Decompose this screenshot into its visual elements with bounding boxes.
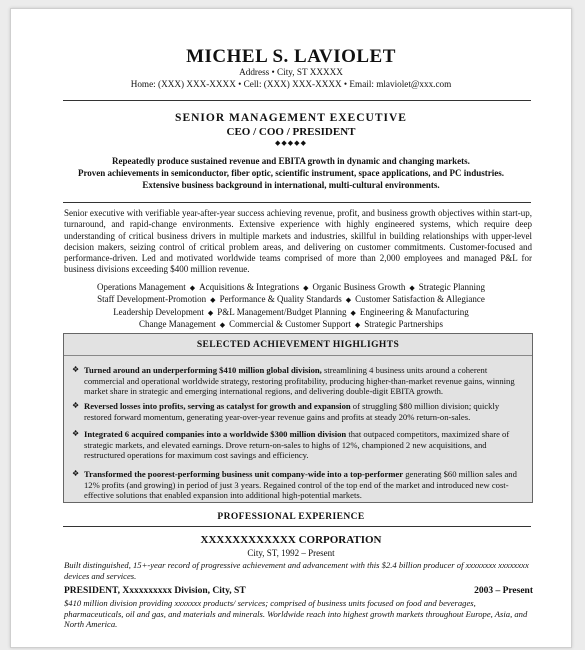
skill-item: P&L Management/Budget Planning: [217, 306, 347, 317]
achievement-text: of struggling $80 million division; quickly restored forward momentum, generating year-over-year revenue gains and profits at steady 20% return-on-sales.: [84, 401, 500, 422]
achievement-highlights-box: [63, 333, 533, 503]
company-name: XXXXXXXXXXXX CORPORATION: [200, 534, 382, 546]
skill-item: Acquisitions & Integrations: [199, 282, 300, 292]
role-dates: 2003 – Present: [474, 586, 533, 596]
achievement-lead: Transformed the poorest-performing business unit company-wide into a top-performer: [84, 469, 404, 479]
experience-section-title: PROFESSIONAL EXPERIENCE: [217, 512, 365, 522]
achievement-text: that outpaced competitors, maximized share of strategic markets, and elevated earnings. Drove return-on-sales to highs of 12%, championed 2 new acquisitions, and restructured operations for maximum cost savings and efficiency.: [84, 429, 510, 461]
skills-row: [11, 282, 571, 294]
achievement-item: [72, 401, 522, 422]
skill-item: Strategic Partnerships: [364, 318, 443, 329]
experience-divider: [63, 526, 531, 527]
skills-row: [11, 294, 571, 306]
company-location-dates: City, ST, 1992 – Present: [247, 548, 335, 558]
tagline: Proven achievements in semiconductor, fiber optic, scientific instrument, space applications, and PC industries.: [77, 168, 505, 179]
diamond-separator-icon: ◆: [303, 284, 309, 292]
skills-row: [11, 319, 571, 331]
contact-line: Home: (XXX) XXX-XXXX • Cell: (XXX) XXX-XXXX • Email: mlaviolet@xxx.com: [130, 79, 452, 89]
skill-item: Strategic Planning: [418, 282, 485, 292]
skill-item: Performance & Quality Standards: [219, 294, 342, 305]
achievement-item: [72, 365, 522, 397]
highlights-divider: [64, 355, 532, 356]
diamond-separator-icon: ◆: [409, 284, 415, 292]
skill-item: Organic Business Growth: [312, 282, 406, 292]
achievement-item: [72, 429, 522, 461]
skill-item: Engineering & Manufacturing: [359, 306, 469, 317]
skills-list: [11, 282, 571, 331]
diamond-separator-icon: ◆: [350, 308, 356, 317]
role-heading: [64, 586, 533, 596]
headline-subtitle: CEO / COO / PRESIDENT: [226, 126, 356, 138]
skill-item: Customer Satisfaction & Allegiance: [355, 294, 485, 305]
headline-title: SENIOR MANAGEMENT EXECUTIVE: [175, 112, 407, 124]
header-divider: [63, 100, 531, 101]
tagline: Extensive business background in international, multi-cultural environments.: [142, 180, 440, 191]
diamond-separator-icon: ◆: [345, 296, 352, 305]
company-description: Built distinguished, 15+-year record of progressive achievement and advancement with this $2.4 billion producer of xxxxxxxx xxxxxxxx devices and services.: [64, 560, 529, 581]
skill-item: Commercial & Customer Support: [229, 318, 351, 329]
diamond-separator-icon: ◆: [210, 296, 216, 305]
diamond-ornament: ◆◆◆◆◆: [275, 139, 307, 147]
skill-item: Change Management: [139, 318, 216, 329]
diamond-separator-icon: ◆: [207, 308, 214, 317]
skill-item: Leadership Development: [113, 306, 204, 317]
bullet-icon: ❖: [72, 469, 80, 478]
resume-page: [10, 8, 572, 648]
bullet-icon: ❖: [72, 429, 80, 438]
achievement-lead: Turned around an underperforming $410 million global division,: [84, 365, 322, 375]
achievement-text: streamlining 4 business units around a coherent commercial and operational worldwide strategy, restoring profitability, producing higher-than-market revenue gains, winning market share in strategic and emerging international regions, and delivering double-digit EBITA growth.: [84, 365, 515, 397]
skill-item: Staff Development-Promotion: [97, 294, 207, 305]
role-description: $410 million division providing xxxxxxx products/ services; comprised of business units focused on food and beverages, pharmaceuticals, oil and gas, and materials and minerals. Worldwide reach into highest growth markets throughout Europe, Asia, and North America.: [64, 598, 528, 630]
diamond-separator-icon: ◆: [189, 284, 196, 292]
bullet-icon: ❖: [72, 365, 80, 374]
address-line: Address • City, ST XXXXX: [239, 67, 343, 77]
achievement-lead: Integrated 6 acquired companies into a worldwide $300 million division: [84, 429, 347, 439]
highlights-title: SELECTED ACHIEVEMENT HIGHLIGHTS: [196, 340, 400, 350]
tagline: Repeatedly produce sustained revenue and EBITA growth in dynamic and changing markets.: [112, 156, 470, 166]
skills-row: [11, 307, 571, 319]
summary-divider: [63, 202, 531, 203]
taglines: [11, 155, 571, 192]
achievement-lead: Reversed losses into profits, serving as catalyst for growth and expansion: [84, 401, 351, 411]
role-title: PRESIDENT, Xxxxxxxxxx Division, City, ST: [64, 586, 246, 596]
achievement-item: [72, 469, 522, 501]
candidate-name: MICHEL S. LAVIOLET: [186, 46, 396, 67]
skill-item: Operations Management: [97, 282, 186, 292]
bullet-icon: ❖: [72, 401, 80, 410]
diamond-separator-icon: ◆: [219, 320, 226, 329]
summary-paragraph: Senior executive with verifiable year-after-year success achieving revenue, profit, and business growth objectives within start-up, turnaround, and rapid-change environments. Extensive experience with highly engineered systems, which require deep understanding of critical business drivers in multiple markets and industries, skillful in building relationships with upper-level decision makers, seizing control of critical problem areas, and delivering on customer commitments. Customer-focused and performance-driven. Led and motivated worldwide teams comprised of more than 2,000 employees and managed P&L for business divisions exceeding $400 million revenue.: [64, 208, 532, 275]
achievement-text: generating $60 million sales and 12% profits (and growing) in period of just 3 years. Regained control of the top end of the market and introduced new cost-effective solutions that enabled expansion into additional high-potential markets.: [84, 469, 517, 501]
diamond-separator-icon: ◆: [354, 320, 361, 329]
